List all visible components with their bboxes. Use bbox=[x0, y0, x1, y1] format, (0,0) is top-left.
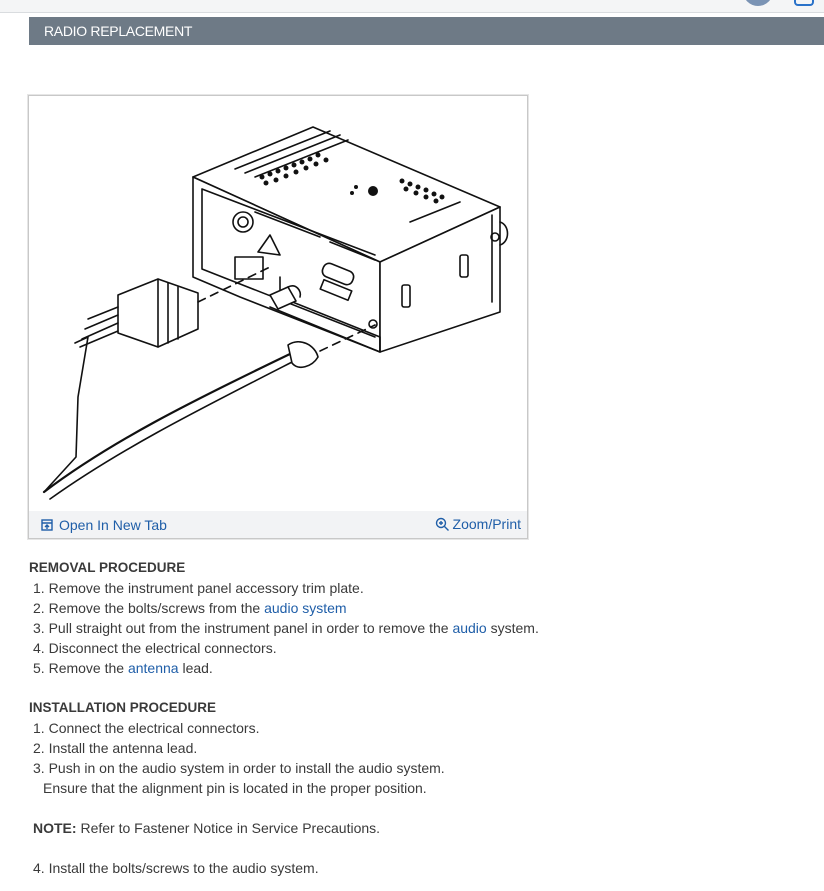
fastener-note bbox=[29, 818, 809, 838]
open-in-new-tab-label: Open In New Tab bbox=[59, 517, 167, 533]
installation-steps-continued bbox=[29, 858, 809, 878]
note-text: Refer to Fastener Notice in Service Precautions. bbox=[76, 820, 381, 836]
step-number: 3. bbox=[33, 620, 45, 636]
open-in-new-tab-icon bbox=[41, 519, 53, 531]
open-in-new-tab-link[interactable] bbox=[41, 517, 167, 533]
installation-heading: INSTALLATION PROCEDURE bbox=[29, 700, 216, 715]
step-number: 2. bbox=[33, 600, 45, 616]
spacer bbox=[29, 838, 809, 858]
page-title: RADIO REPLACEMENT bbox=[44, 23, 193, 39]
list-item bbox=[29, 718, 809, 738]
step-text: Remove the bbox=[48, 660, 128, 676]
step-number: 1. bbox=[33, 720, 45, 736]
top-app-bar bbox=[0, 0, 824, 13]
step-text: system. bbox=[486, 620, 539, 636]
step-text: Push in on the audio system in order to install the audio system. bbox=[48, 760, 445, 776]
list-item bbox=[29, 758, 809, 778]
zoom-in-icon bbox=[435, 517, 450, 532]
list-item bbox=[29, 578, 809, 598]
step-text: Install the antenna lead. bbox=[48, 740, 198, 756]
zoom-print-label: Zoom/Print bbox=[452, 516, 521, 532]
list-item bbox=[29, 638, 809, 658]
spacer bbox=[29, 678, 809, 698]
user-avatar[interactable] bbox=[743, 0, 773, 6]
spacer bbox=[29, 798, 809, 818]
step-text: Remove the bolts/screws from the bbox=[48, 600, 265, 616]
audio-link[interactable]: audio bbox=[452, 620, 487, 636]
step-text: lead. bbox=[178, 660, 213, 676]
step-text: Remove the instrument panel accessory trim plate. bbox=[48, 580, 364, 596]
step-text: Install the bolts/screws to the audio system. bbox=[48, 860, 319, 876]
step-number: 2. bbox=[33, 740, 45, 756]
step-text: Pull straight out from the instrument panel in order to remove the bbox=[48, 620, 453, 636]
step-number: 5. bbox=[33, 660, 45, 676]
diagram-figure bbox=[28, 95, 528, 539]
antenna-link[interactable]: antenna bbox=[127, 660, 179, 676]
step-number: 3. bbox=[33, 760, 45, 776]
installation-steps bbox=[29, 718, 809, 778]
removal-steps bbox=[29, 578, 809, 678]
step-text: Connect the electrical connectors. bbox=[48, 720, 260, 736]
procedure-content bbox=[29, 558, 809, 878]
list-item bbox=[29, 738, 809, 758]
list-item bbox=[29, 618, 809, 638]
list-item bbox=[29, 658, 809, 678]
list-item bbox=[29, 598, 809, 618]
audio-system-link[interactable]: audio system bbox=[264, 600, 347, 616]
zoom-print-link[interactable] bbox=[435, 516, 521, 532]
list-item bbox=[29, 858, 809, 878]
step-text: Disconnect the electrical connectors. bbox=[48, 640, 277, 656]
radio-replacement-diagram bbox=[30, 97, 526, 509]
section-title-bar bbox=[29, 17, 824, 45]
removal-heading: REMOVAL PROCEDURE bbox=[29, 560, 186, 575]
step-number: 4. bbox=[33, 860, 45, 876]
note-label: NOTE: bbox=[33, 820, 77, 836]
figure-toolbar bbox=[29, 511, 527, 538]
alignment-note: Ensure that the alignment pin is located in the proper position. bbox=[43, 780, 427, 796]
step-number: 1. bbox=[33, 580, 45, 596]
notification-icon[interactable] bbox=[794, 0, 814, 6]
step-number: 4. bbox=[33, 640, 45, 656]
